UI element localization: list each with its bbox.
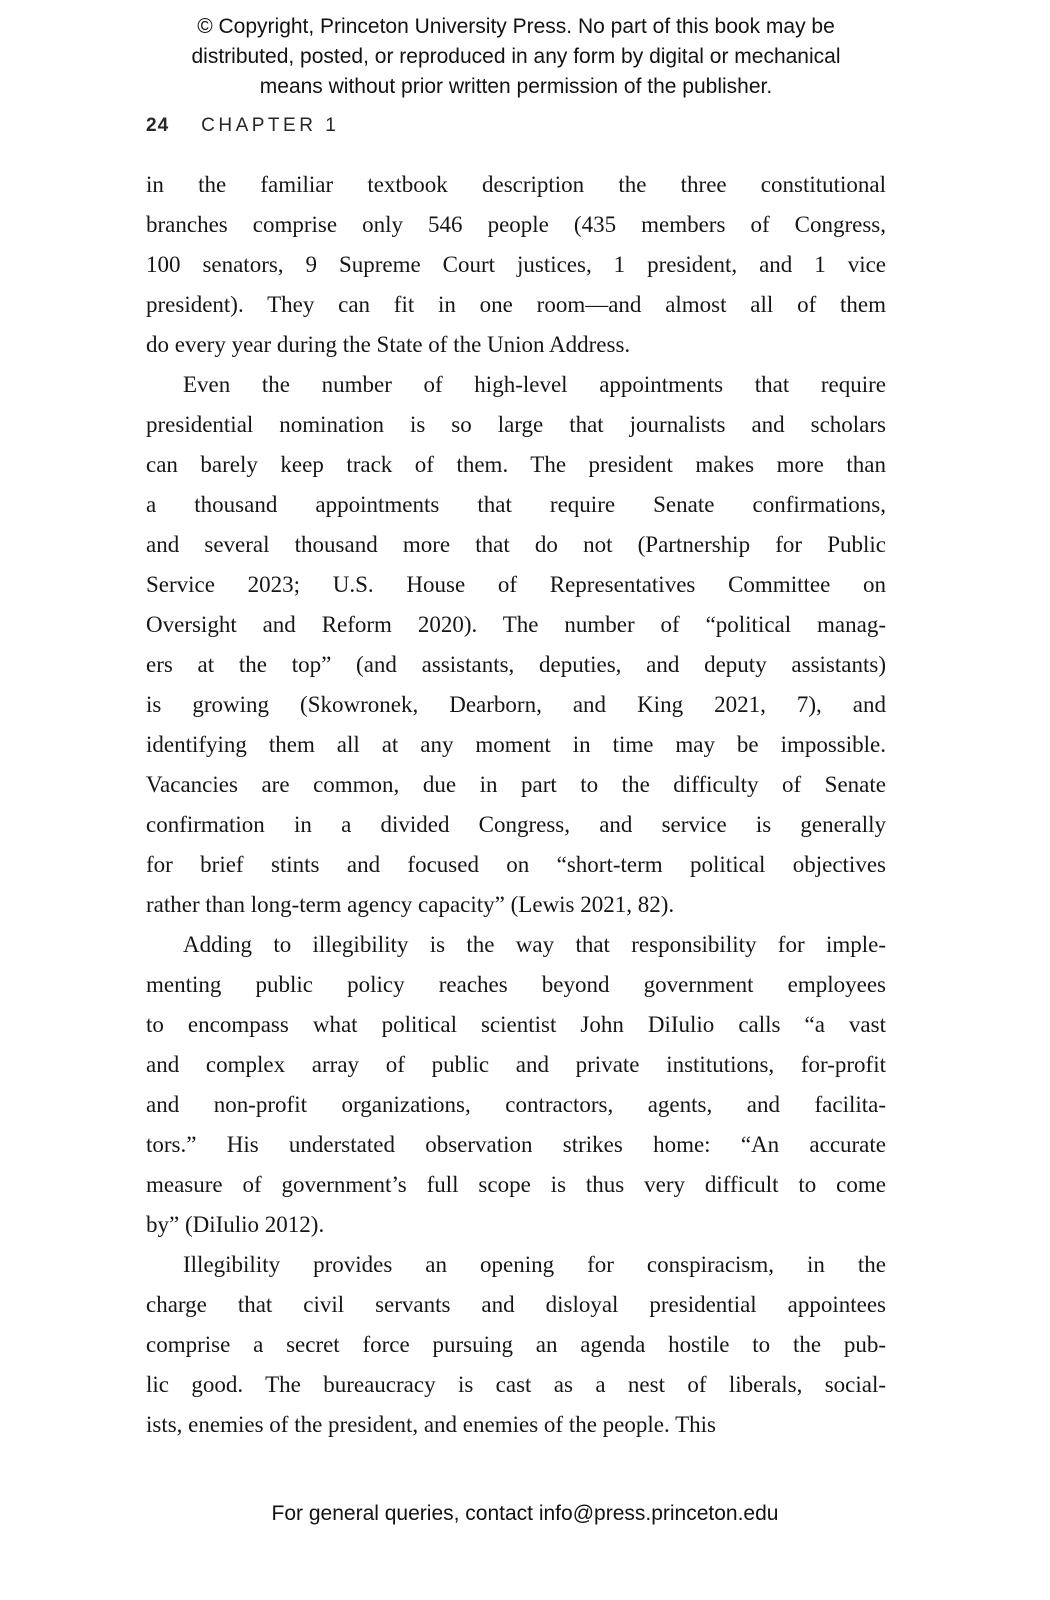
text-line: is growing (Skowronek, Dearborn, and King 2021, 7), and — [146, 692, 886, 717]
copyright-line: © Copyright, Princeton University Press. No part of this book may be — [197, 15, 835, 38]
paragraph — [146, 1245, 886, 1445]
text-line: ists, enemies of the president, and enemies of the people. This — [146, 1412, 716, 1437]
copyright-notice — [146, 12, 886, 102]
page-number: 24 — [146, 115, 170, 136]
text-line: confirmation in a divided Congress, and service is generally — [146, 812, 886, 837]
text-line: for brief stints and focused on “short-term political objectives — [146, 852, 886, 877]
text-line: to encompass what political scientist John DiIulio calls “a vast — [146, 1012, 886, 1037]
text-line: tors.” His understated observation strikes home: “An accurate — [146, 1132, 886, 1157]
text-line: comprise a secret force pursuing an agenda hostile to the pub- — [146, 1332, 886, 1357]
text-line: do every year during the State of the Union Address. — [146, 332, 631, 357]
text-line: president). They can fit in one room—and almost all of them — [146, 292, 886, 317]
text-line: identifying them all at any moment in time may be impossible. — [146, 732, 886, 757]
copyright-line: means without prior written permission of the publisher. — [259, 75, 773, 98]
chapter-label: CHAPTER 1 — [201, 115, 340, 136]
text-line: a thousand appointments that require Senate confirmations, — [146, 492, 886, 517]
text-line: charge that civil servants and disloyal presidential appointees — [146, 1292, 886, 1317]
text-line: presidential nomination is so large that journalists and scholars — [146, 412, 886, 437]
text-line: ers at the top” (and assistants, deputies, and deputy assistants) — [146, 652, 886, 677]
text-line: Service 2023; U.S. House of Representatives Committee on — [146, 572, 886, 597]
text-line: measure of government’s full scope is thus very difficult to come — [146, 1172, 886, 1197]
text-line: lic good. The bureaucracy is cast as a nest of liberals, social- — [146, 1372, 886, 1397]
text-line: rather than long-term agency capacity” (Lewis 2021, 82). — [146, 892, 675, 917]
paragraph — [146, 165, 886, 365]
text-line: and non-profit organizations, contractors, agents, and facilita- — [146, 1092, 886, 1117]
copyright-line: distributed, posted, or reproduced in any form by digital or mechanical — [191, 45, 841, 68]
text-line: Vacancies are common, due in part to the difficulty of Senate — [146, 772, 886, 797]
footer-text: For general queries, contact info@press.princeton.edu — [271, 1502, 779, 1525]
text-line: Oversight and Reform 2020). The number of “political manag- — [146, 612, 886, 637]
text-line: Even the number of high-level appointments that require — [183, 372, 886, 397]
running-header — [146, 115, 1050, 137]
paragraph — [146, 365, 886, 925]
text-line: branches comprise only 546 people (435 members of Congress, — [146, 212, 886, 237]
footer — [0, 1502, 1050, 1526]
text-line: in the familiar textbook description the three constitutional — [146, 172, 886, 197]
text-line: menting public policy reaches beyond government employees — [146, 972, 886, 997]
paragraph — [146, 925, 886, 1245]
text-line: and several thousand more that do not (Partnership for Public — [146, 532, 886, 557]
text-line: by” (DiIulio 2012). — [146, 1212, 325, 1237]
text-line: Illegibility provides an opening for conspiracism, in the — [183, 1252, 886, 1277]
text-line: Adding to illegibility is the way that responsibility for imple- — [183, 932, 886, 957]
body-text — [146, 165, 886, 1445]
text-line: and complex array of public and private institutions, for-profit — [146, 1052, 886, 1077]
text-line: 100 senators, 9 Supreme Court justices, 1 president, and 1 vice — [146, 252, 886, 277]
text-line: can barely keep track of them. The president makes more than — [146, 452, 886, 477]
